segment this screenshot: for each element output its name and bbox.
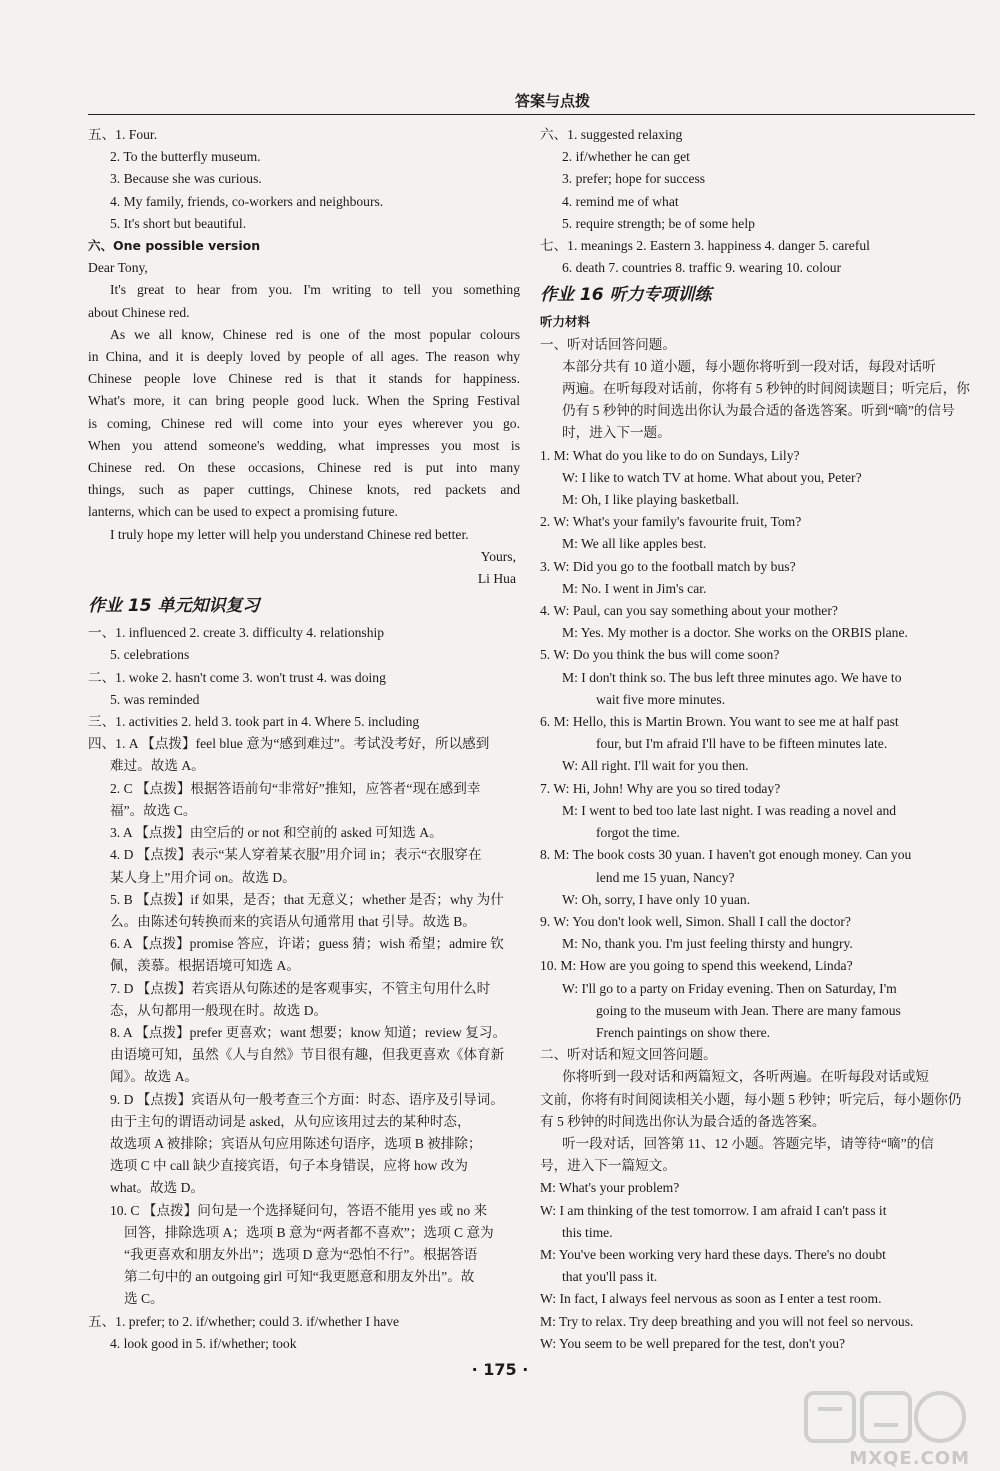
text-line: W: I'll go to a party on Friday evening. Then on Saturday, I'm [562,980,897,996]
text-line: 么。由陈述句转换而来的宾语从句通常用 that 引导。故选 B。 [110,913,476,929]
text-line: 闻》。故选 A。 [110,1069,198,1085]
text-line: M: Try to relax. Try deep breathing and you will not feel so nervous. [540,1313,914,1329]
section-heading: 作业 15 单元知识复习 [88,596,260,617]
text-line: 2. To the butterfly museum. [110,149,261,165]
text-line: W: I am thinking of the test tomorrow. I am afraid I can't pass it [540,1202,887,1218]
text-line: in China, and it is deeply loved by people of all ages. The reason why [88,349,520,365]
text-line: “我更喜欢和朋友外出”；选项 D 意为“恐怕不行”。根据答语 [124,1246,478,1262]
text-line: 8. M: The book costs 30 yuan. I haven't got enough money. Can you [540,847,912,863]
text-line: What's more, it can bring people good luck. When the Spring Festival [88,393,520,409]
text-line: 第二句中的 an outgoing girl 可知“我更愿意和朋友外出”。故 [124,1269,475,1285]
text-line: Chinese people love Chinese red is that it stands for happiness. [88,371,520,387]
text-line: W: I like to watch TV at home. What about you, Peter? [562,469,862,485]
text-line: 五、1. Four. [88,127,158,142]
text-line: 7. W: Hi, John! Why are you so tired today? [540,780,781,796]
text-line: 仍有 5 秒钟的时间选出你认为最合适的备选答案。听到“嘀”的信号 [562,403,955,419]
page-number: · 175 · [471,1360,529,1379]
text-line: 某人身上”用介词 on。故选 D。 [110,869,296,885]
text-line: 你将听到一段对话和两篇短文，各听两遍。在听每段对话或短 [562,1069,930,1085]
text-line: 6. M: Hello, this is Martin Brown. You want to see me at half past [540,714,899,730]
text-line: Li Hua [477,571,516,587]
text-line: 回答，排除选项 A；选项 B 意为“两者都不喜欢”；选项 C 意为 [124,1224,494,1240]
text-line: M: I don't think so. The bus left three minutes ago. We have to [562,669,902,685]
text-line: M: I went to bed too late last night. I was reading a novel and [562,802,897,818]
text-line: As we all know, Chinese red is one of the most popular colours [110,326,520,342]
text-line: I truly hope my letter will help you understand Chinese red better. [110,526,469,542]
watermark-text: MXQE.COM [849,1448,970,1469]
text-line: M: Oh, I like playing basketball. [562,492,740,508]
text-line: lanterns, which can be used to expect a promising future. [88,504,398,520]
header-title: 答案与点拨 [514,92,590,110]
text-line: what。故选 D。 [110,1180,205,1196]
text-line: 6. death 7. countries 8. traffic 9. wearing 10. colour [562,260,842,276]
text-line: 佩，羡慕。根据语境可知选 A。 [110,958,300,974]
text-line: 六、1. suggested relaxing [540,127,683,142]
text-line: going to the museum with Jean. There are many famous [596,1002,901,1018]
text-line: is coming, Chinese red will come into your eyes wherever you go. [88,415,520,431]
text-line: 三、1. activities 2. held 3. took part in 4. Where 5. including [88,714,420,730]
left-column [88,124,520,1355]
text-line: M: No. I went in Jim's car. [562,580,707,596]
text-line: It's great to hear from you. I'm writing to tell you something [110,282,520,298]
text-line: 六、One possible version [88,238,261,254]
text-line: 二、听对话和短文回答问题。 [540,1047,717,1063]
text-line: 5. B 【点拨】if 如果，是否；that 无意义；whether 是否；why 为什 [110,891,504,907]
text-line: 7. D 【点拨】若宾语从句陈述的是客观事实，不管主句用什么时 [110,980,491,996]
text-line: 有 5 秒钟的时间选出你认为最合适的备选答案。 [540,1113,826,1129]
text-line: wait five more minutes. [596,691,726,707]
text-line: about Chinese red. [88,304,190,320]
text-line: 由语境可知，虽然《人与自然》节目很有趣，但我更喜欢《体育新 [110,1047,505,1063]
text-line: this time. [562,1224,613,1240]
text-line: 3. A 【点拨】由空后的 or not 和空前的 asked 可知选 A。 [110,825,443,841]
text-line: 文前，你将有时间阅读相关小题，每小题 5 秒钟；听完后，每小题你仍 [540,1091,962,1107]
text-line: 1. M: What do you like to do on Sundays, Lily? [540,447,800,463]
text-line: forgot the time. [596,825,680,841]
text-line: W: Oh, sorry, I have only 10 yuan. [562,891,751,907]
text-line: Yours, [480,548,516,564]
text-line: 四、1. A 【点拨】feel blue 意为“感到难过”。考试没考好，所以感到 [88,736,490,752]
text-line: 5. W: Do you think the bus will come soon? [540,647,780,663]
text-line: 态，从句都用一般现在时。故选 D。 [110,1002,328,1018]
text-line: W: In fact, I always feel nervous as soon as I enter a test room. [540,1291,882,1307]
text-line: four, but I'm afraid I'll have to be fifteen minutes late. [596,736,888,752]
text-line: 五、1. prefer; to 2. if/whether; could 3. if/whether I have [88,1313,400,1329]
text-line: 二、1. woke 2. hasn't come 3. won't trust 4. was doing [88,669,386,685]
text-line: 一、1. influenced 2. create 3. difficulty 4. relationship [88,625,385,641]
text-line: lend me 15 yuan, Nancy? [596,869,735,885]
text-line: 6. A 【点拨】promise 答应，许诺；guess 猜；wish 希望；admire 钦 [110,936,504,952]
text-line: 故选项 A 被排除；宾语从句应用陈述句语序，选项 B 被排除； [110,1135,482,1151]
text-line: W: All right. I'll wait for you then. [562,758,749,774]
text-line: 4. My family, friends, co-workers and neighbours. [110,193,384,209]
text-line: 3. W: Did you go to the football match by bus? [540,558,796,574]
text-line: 听力材料 [540,314,591,330]
text-line: 4. look good in 5. if/whether; took [110,1335,297,1351]
text-line: M: We all like apples best. [562,536,707,552]
text-line: 10. C 【点拨】问句是一个选择疑问句，答语不能用 yes 或 no 来 [110,1202,488,1218]
text-line: M: Yes. My mother is a doctor. She works on the ORBIS plane. [562,625,908,641]
text-line: 七、1. meanings 2. Eastern 3. happiness 4. danger 5. careful [540,238,870,254]
text-line: 3. prefer; hope for success [562,171,706,187]
text-line: 8. A 【点拨】prefer 更喜欢；want 想要；know 知道；review 复习。 [110,1024,507,1040]
text-line: 福”。故选 C。 [110,802,197,818]
text-line: 一、听对话回答问题。 [540,336,676,352]
text-line: 10. M: How are you going to spend this weekend, Linda? [540,958,853,974]
text-line: 4. remind me of what [562,193,679,209]
page-header [88,88,975,115]
text-line: 5. celebrations [110,647,190,663]
text-line: that you'll pass it. [562,1269,658,1285]
text-line: 本部分共有 10 道小题，每小题你将听到一段对话，每段对话听 [562,358,936,374]
text-line: 5. It's short but beautiful. [110,215,247,231]
text-line: 5. require strength; be of some help [562,215,755,231]
text-line: 9. W: You don't look well, Simon. Shall I call the doctor? [540,913,851,929]
text-line: things, such as paper cuttings, Chinese knots, red packets and [88,482,520,498]
text-line: 2. W: What's your family's favourite fruit, Tom? [540,514,802,530]
text-line: 由于主句的谓语动词是 asked，从句应该用过去的某种时态， [110,1113,471,1129]
text-line: 2. C 【点拨】根据答语前句“非常好”推知，应答者“现在感到幸 [110,780,481,796]
text-line: 时，进入下一题。 [562,425,671,441]
right-column [540,124,975,1355]
text-line: 9. D 【点拨】宾语从句一般考查三个方面：时态、语序及引导词。 [110,1091,504,1107]
text-line: W: You seem to be well prepared for the test, don't you? [540,1335,846,1351]
text-line: M: You've been working very hard these days. There's no doubt [540,1246,886,1262]
text-line: 2. if/whether he can get [562,149,690,165]
text-line: 两遍。在听每段对话前，你将有 5 秒钟的时间阅读题目；听完后，你 [562,381,970,397]
text-line: 4. D 【点拨】表示“某人穿着某衣服”用介词 in；表示“衣服穿在 [110,847,482,863]
text-line: M: No, thank you. I'm just feeling thirsty and hungry. [562,936,853,952]
text-line: 难过。故选 A。 [110,758,205,774]
text-line: When you attend someone's wedding, what impresses you most is [88,437,520,453]
text-line: 4. W: Paul, can you say something about your mother? [540,603,838,619]
text-line: 5. was reminded [110,691,200,707]
text-line: 选 C。 [124,1291,164,1307]
text-line: Chinese red. On these occasions, Chinese red is put into many [88,460,520,476]
text-line: 选项 C 中 call 缺少直接宾语，句子本身错误，应将 how 改为 [110,1158,468,1174]
text-line: French paintings on show there. [596,1024,771,1040]
section-heading: 作业 16 听力专项训练 [540,285,712,306]
text-line: Dear Tony, [88,260,148,276]
text-line: M: What's your problem? [540,1180,680,1196]
text-line: 3. Because she was curious. [110,171,262,187]
text-line: 听一段对话，回答第 11、12 小题。答题完毕，请等待“嘀”的信 [562,1135,934,1151]
text-line: 号，进入下一篇短文。 [540,1158,676,1174]
